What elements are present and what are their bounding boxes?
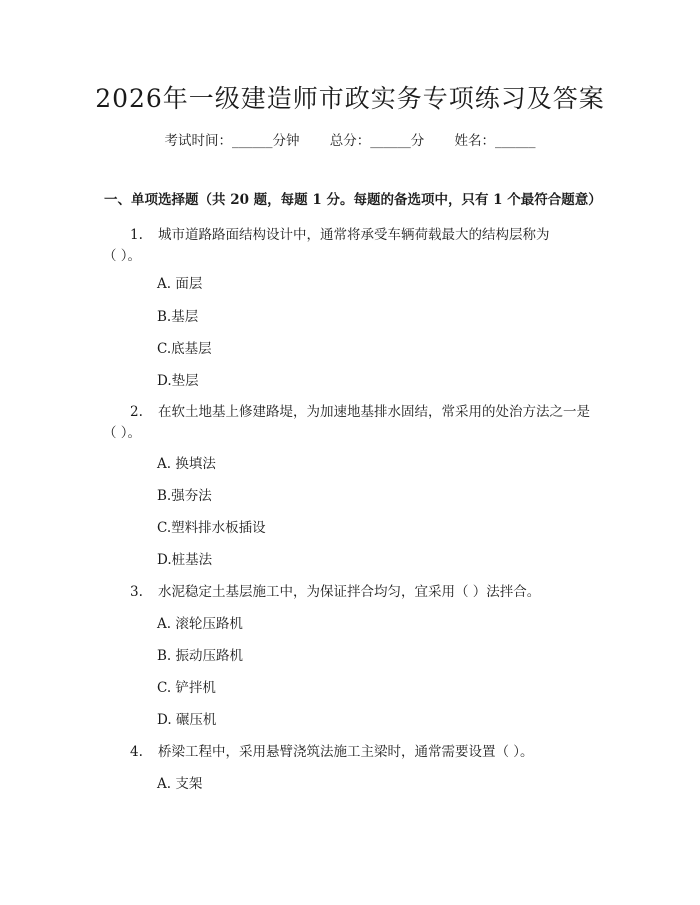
page-title: 2026年一级建造师市政实务专项练习及答案 [95,84,605,113]
question-stem-continuation: （ ）。 [103,425,142,441]
question-stem [110,402,605,422]
option-item: D.桩基法 [157,552,213,568]
question-text: 桥梁工程中，采用悬臂浇筑法施工主梁时，通常需要设置（ ）。 [158,744,534,760]
total-score-field: 总分：______分 [329,133,425,149]
option-item: B.基层 [157,309,199,325]
option-item: A. 滚轮压路机 [157,616,243,632]
option-item: B. 振动压路机 [157,648,244,664]
question-number: 2. [130,404,143,420]
question-stem [110,742,605,762]
question-number: 4. [130,744,143,760]
question-stem [110,582,605,602]
option-item: A. 换填法 [157,456,216,472]
question-stem-continuation: （ ）。 [103,248,142,264]
exam-info-line [0,131,700,151]
question-text: 城市道路路面结构设计中，通常将承受车辆荷载最大的结构层称为 [158,227,550,243]
option-item: A. 面层 [157,276,203,292]
option-item: C.底基层 [157,341,212,357]
name-field: 姓名：______ [454,133,536,149]
exam-time-field: 考试时间：______分钟 [164,133,300,149]
section-heading: 一、单项选择题（共 20 题，每题 1 分。每题的备选项中，只有 1 个最符合题意） [104,192,602,208]
option-item: D.垫层 [157,373,199,389]
question-text: 水泥稳定土基层施工中，为保证拌合均匀，宜采用（ ）法拌合。 [158,584,541,600]
option-item: C. 铲拌机 [157,680,216,696]
option-item: B.强夯法 [157,488,212,504]
question-text: 在软土地基上修建路堤，为加速地基排水固结，常采用的处治方法之一是 [158,404,590,420]
option-item: C.塑料排水板插设 [157,520,266,536]
question-number: 1. [130,227,143,243]
option-item: A. 支架 [157,776,203,792]
question-number: 3. [130,584,143,600]
question-stem [110,225,605,245]
option-item: D. 碾压机 [157,712,217,728]
